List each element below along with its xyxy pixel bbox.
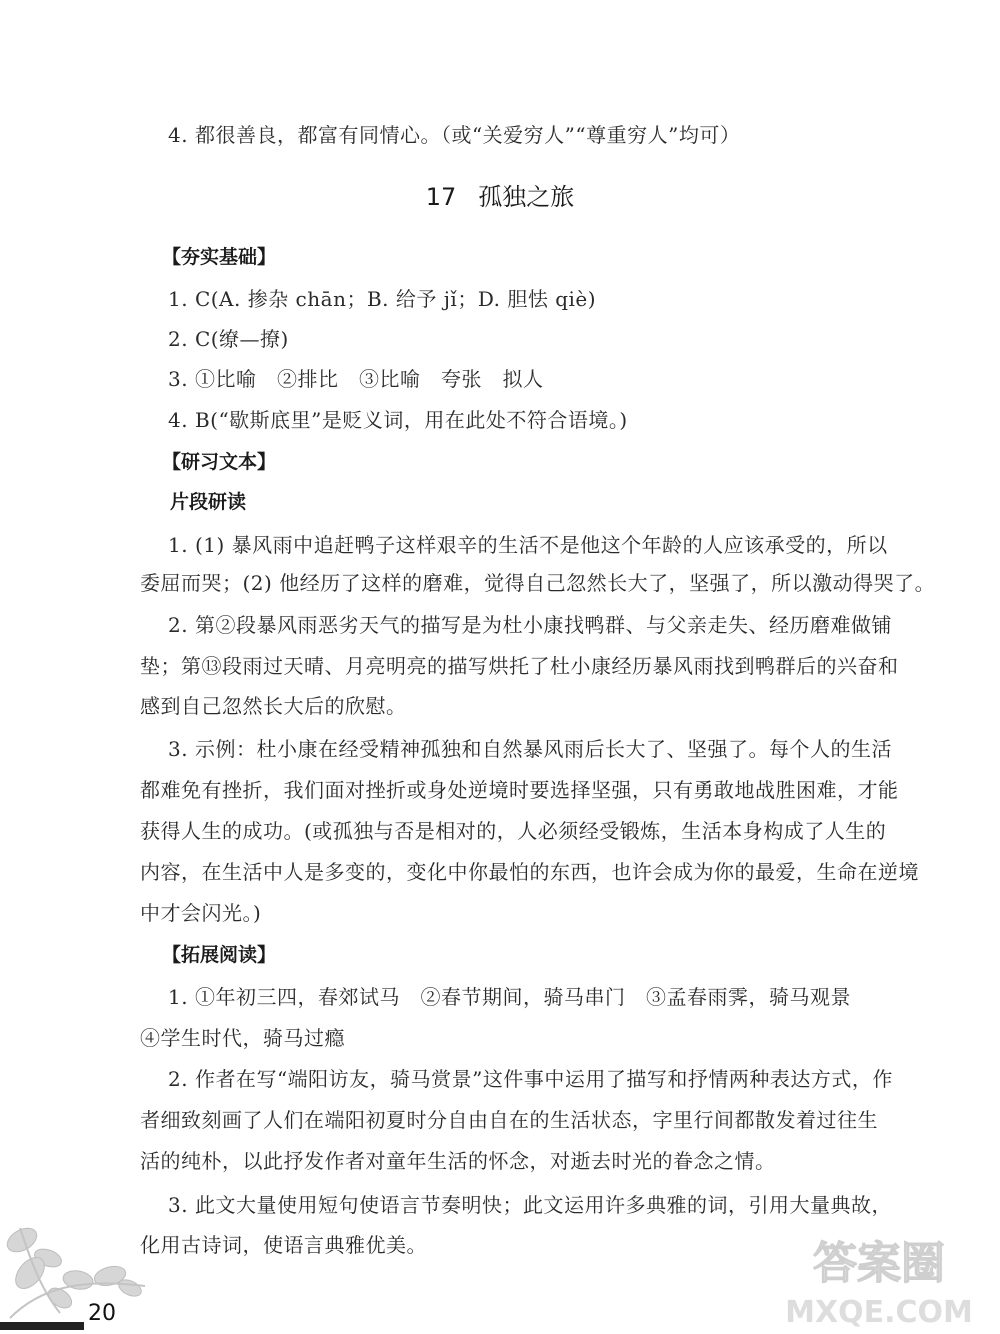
answer-line: 3. 示例：杜小康在经受精神孤独和自然暴风雨后长大了、坚强了。每个人的生活 [168,737,892,761]
answer-line: 者细致刻画了人们在端阳初夏时分自由自在的生活状态，字里行间都散发着过往生 [140,1108,878,1132]
watermark-site-text: MXQE.COM [785,1295,973,1330]
answer-line: 垫；第⑬段雨过天晴、月亮明亮的描写烘托了杜小康经历暴风雨找到鸭群后的兴奋和 [140,654,899,678]
answer-line: 都难免有挫折，我们面对挫折或身处逆境时要选择坚强，只有勇敢地战胜困难，才能 [140,778,899,802]
chapter-number: 17 [425,183,457,211]
answer-line: 感到自己忽然长大后的欣慰。 [140,694,407,718]
answer-line: 2. C(缭—撩) [168,327,289,351]
answer-line: 3. 此文大量使用短句使语言节奏明快；此文运用许多典雅的词，引用大量典故， [168,1193,892,1217]
chapter-name: 孤独之旅 [478,183,575,211]
section-heading-study: 【研习文本】 [162,451,277,473]
section-heading-basics: 【夯实基础】 [162,246,277,268]
answer-line: 1. C(A. 掺杂 chān；B. 给予 jǐ；D. 胆怯 qiè) [168,287,597,311]
answer-line: 化用古诗词，使语言典雅优美。 [140,1233,427,1257]
answer-line: 获得人生的成功。(或孤独与否是相对的，人必须经受锻炼，生活本身构成了人生的 [140,819,887,843]
page-number-bar [0,1322,84,1330]
answer-line: 2. 作者在写“端阳访友，骑马赏景”这件事中运用了描写和抒情两种表达方式，作 [168,1067,893,1091]
answer-line: 活的纯朴，以此抒发作者对童年生活的怀念，对逝去时光的眷念之情。 [140,1149,776,1173]
chapter-title [0,180,1000,214]
answer-line: 委屈而哭；(2) 他经历了这样的磨难，觉得自己忽然长大了，坚强了，所以激动得哭了。 [140,571,936,595]
page-number: 20 [88,1301,116,1326]
intro-line: 4. 都很善良，都富有同情心。（或“关爱穷人”“尊重穷人”均可） [168,123,741,147]
floral-ornament-icon [0,1218,150,1334]
watermark-logo [764,1228,994,1334]
answer-line: 内容，在生活中人是多变的，变化中你最怕的东西，也许会成为你的最爱，生命在逆境 [140,860,919,884]
watermark-logo-text: 答案圈 [813,1238,945,1289]
answer-line: 4. B(“歇斯底里”是贬义词，用在此处不符合语境。) [168,408,628,432]
answer-line: ④学生时代，骑马过瘾 [140,1026,345,1050]
answer-line: 中才会闪光。) [140,901,262,925]
subheading-fragment-reading: 片段研读 [170,491,247,513]
answer-line: 1. (1) 暴风雨中追赶鸭子这样艰辛的生活不是他这个年龄的人应该承受的，所以 [168,533,888,557]
answer-line: 2. 第②段暴风雨恶劣天气的描写是为杜小康找鸭群、与父亲走失、经历磨难做铺 [168,613,892,637]
answer-line: 1. ①年初三四，春郊试马 ②春节期间，骑马串门 ③孟春雨霁，骑马观景 [168,985,851,1009]
answer-line: 3. ①比喻 ②排比 ③比喻 夸张 拟人 [168,367,544,391]
section-heading-extended-reading: 【拓展阅读】 [162,944,277,966]
